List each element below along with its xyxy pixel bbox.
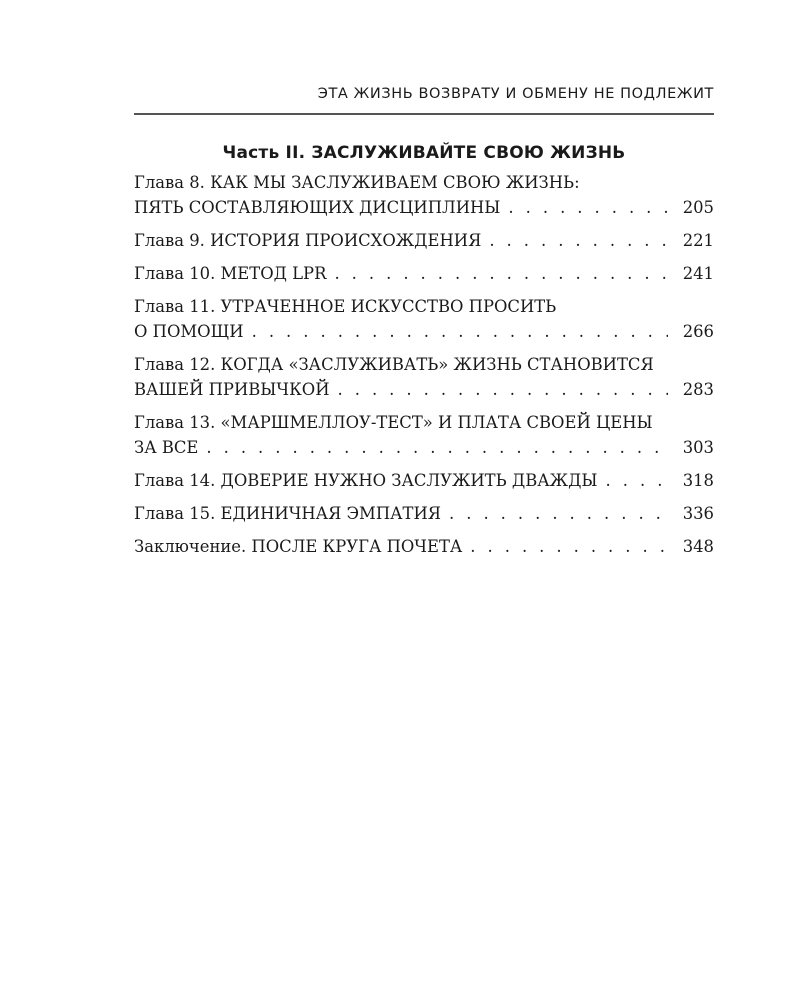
toc-entry-title-line: Глава 8. КАК МЫ ЗАСЛУЖИВАЕМ СВОЮ ЖИЗНЬ: bbox=[134, 173, 580, 192]
toc-page-number: 221 bbox=[682, 231, 714, 250]
toc-page-number: 241 bbox=[682, 264, 714, 283]
toc-entry-title: Глава 10. МЕТОД LPR bbox=[134, 264, 327, 283]
toc-entry-title: Заключение. ПОСЛЕ КРУГА ПОЧЕТА bbox=[134, 537, 463, 556]
running-head: ЭТА ЖИЗНЬ ВОЗВРАТУ И ОБМЕНУ НЕ ПОДЛЕЖИТ bbox=[317, 86, 714, 102]
toc-page-number: 336 bbox=[682, 504, 714, 523]
dot-leader bbox=[606, 468, 668, 493]
table-of-contents bbox=[134, 170, 714, 567]
toc-entry-title-line: Глава 11. УТРАЧЕННОЕ ИСКУССТВО ПРОСИТЬ bbox=[134, 297, 557, 316]
dot-leader bbox=[508, 195, 668, 220]
toc-entry-chapter-8 bbox=[134, 170, 714, 220]
toc-entry-chapter-13 bbox=[134, 410, 714, 460]
toc-entry-title: Глава 14. ДОВЕРИЕ НУЖНО ЗАСЛУЖИТЬ ДВАЖДЫ bbox=[134, 471, 598, 490]
dot-leader bbox=[449, 501, 668, 526]
toc-page-number: 266 bbox=[682, 322, 714, 341]
toc-entry-chapter-11 bbox=[134, 294, 714, 344]
dot-leader bbox=[252, 319, 668, 344]
toc-entry-title: Глава 9. ИСТОРИЯ ПРОИСХОЖДЕНИЯ bbox=[134, 231, 482, 250]
toc-page-number: 283 bbox=[682, 380, 714, 399]
header-rule bbox=[134, 113, 714, 115]
toc-entry-conclusion bbox=[134, 534, 714, 559]
toc-page-number: 205 bbox=[682, 198, 714, 217]
toc-entry-title-line: Глава 13. «МАРШМЕЛЛОУ-ТЕСТ» И ПЛАТА СВОЕЙ ЦЕНЫ bbox=[134, 413, 653, 432]
dot-leader bbox=[489, 228, 668, 253]
toc-page-number: 348 bbox=[682, 537, 714, 556]
dot-leader bbox=[470, 534, 668, 559]
part-title: Часть II. ЗАСЛУЖИВАЙТЕ СВОЮ ЖИЗНЬ bbox=[222, 143, 626, 163]
toc-entry-title: ПЯТЬ СОСТАВЛЯЮЩИХ ДИСЦИПЛИНЫ bbox=[134, 198, 501, 217]
dot-leader bbox=[206, 435, 668, 460]
toc-entry-chapter-15 bbox=[134, 501, 714, 526]
toc-page-number: 318 bbox=[682, 471, 714, 490]
toc-entry-title-line: Глава 12. КОГДА «ЗАСЛУЖИВАТЬ» ЖИЗНЬ СТАНОВИТСЯ bbox=[134, 355, 654, 374]
toc-entry-title: ЗА ВСЕ bbox=[134, 438, 199, 457]
toc-entry-title: Глава 15. ЕДИНИЧНАЯ ЭМПАТИЯ bbox=[134, 504, 442, 523]
toc-entry-title: О ПОМОЩИ bbox=[134, 322, 244, 341]
toc-entry-chapter-10 bbox=[134, 261, 714, 286]
toc-page-number: 303 bbox=[682, 438, 714, 457]
dot-leader bbox=[334, 261, 668, 286]
toc-entry-chapter-14 bbox=[134, 468, 714, 493]
toc-entry-chapter-9 bbox=[134, 228, 714, 253]
toc-entry-chapter-12 bbox=[134, 352, 714, 402]
toc-entry-title: ВАШЕЙ ПРИВЫЧКОЙ bbox=[134, 380, 330, 399]
dot-leader bbox=[338, 377, 668, 402]
